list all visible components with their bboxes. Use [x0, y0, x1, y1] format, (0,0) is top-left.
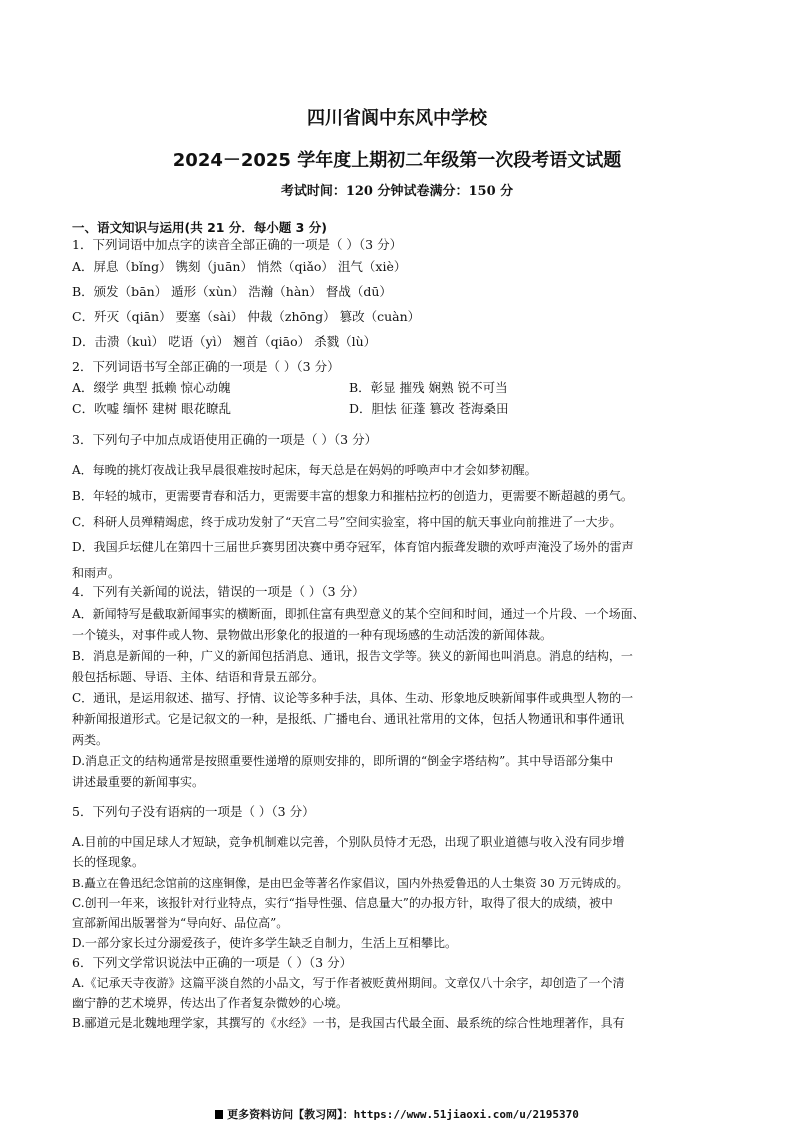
q6-stem: 6．下列文学常识说法中正确的一项是（ ）（3 分） — [72, 955, 353, 970]
q3-option-b: B．年轻的城市，更需要青春和活力，更需要丰富的想象力和摧枯拉朽的创造力，更需要不断超越的勇气。 — [72, 489, 633, 503]
section-title: 一、语文知识与运用(共 21 分．每小题 3 分) — [72, 220, 327, 235]
q5-option-b: B.矗立在鲁迅纪念馆前的这座铜像，是由巴金等著名作家倡议，国内外热爱鲁迅的人士集资 30 万元铸成的。 — [72, 876, 629, 890]
q4-option-b-line1: B．消息是新闻的一种，广义的新闻包括消息、通讯，报告文学等。狭义的新闻也叫消息。消息的结构，一 — [72, 649, 633, 663]
q5-stem: 5．下列句子没有语病的一项是（ ）（3 分） — [72, 804, 315, 819]
q1-option-c: C．歼灭（qiān） 要塞（sài） 仲裁（zhōng） 篡改（cuàn） — [72, 309, 421, 324]
q6-option-a-line2: 幽宁静的艺术境界，传达出了作者复杂微妙的心境。 — [72, 996, 349, 1010]
q4-option-a-line1: A．新闻特写是截取新闻事实的横断面，即抓住富有典型意义的某个空间和时间，通过一个片段、一个场面、 — [72, 607, 645, 621]
q4-stem: 4．下列有关新闻的说法，错误的一项是（ ）（3 分） — [72, 584, 365, 599]
q5-option-a-line1: A.目前的中国足球人才短缺，竞争机制难以完善，个别队员恃才无恐，出现了职业道德与收入没有同步增 — [72, 835, 625, 849]
q4-option-d-line2: 讲述最重要的新闻事实。 — [72, 775, 205, 789]
q4-option-d-line1: D.消息正文的结构通常是按照重要性递增的原则安排的，即所谓的“倒金字塔结构”。其中导语部分集中 — [72, 754, 614, 768]
q5-option-c-line1: C.创刊一年来，该报针对行业特点，实行“指导性强、信息量大”的办报方针，取得了很大的成绩，被中 — [72, 896, 613, 910]
q1-stem: 1．下列词语中加点字的读音全部正确的一项是（ ）（3 分） — [72, 237, 403, 252]
q4-option-a-line2: 一个镜头，对事件或人物、景物做出形象化的报道的一种有现场感的生动活泼的新闻体裁。 — [72, 628, 553, 642]
q1-option-a: A．屏息（bǐng） 镌刻（juān） 悄然（qiǎo） 沮气（xiè） — [72, 259, 407, 274]
q2-option-d: D．胆怯 征蓬 篡改 苍海桑田 — [349, 401, 509, 416]
exam-title: 2024－2025 学年度上期初二年级第一次段考语文试题 — [172, 150, 622, 171]
q5-option-d: D.一部分家长过分溺爱孩子，使许多学生缺乏自制力，生活上互相攀比。 — [72, 936, 458, 950]
exam-info: 考试时间：120 分钟试卷满分：150 分 — [280, 184, 514, 199]
footer-text: 更多资料访问【教习网】：https://www.51jiaoxi.com/u/2195370 — [227, 1108, 579, 1121]
q2-option-b: B．彰显 摧残 娴熟 锐不可当 — [349, 380, 508, 395]
q3-option-d-line1: D．我国乒坛健儿在第四十三届世乒赛男团决赛中勇夺冠军，体育馆内振聋发聩的欢呼声淹没了场外的雷声 — [72, 540, 634, 554]
q5-option-a-line2: 长的怪现象。 — [72, 855, 145, 869]
q4-option-c-line1: C．通讯，是运用叙述、描写、抒情、议论等多种手法，具体、生动、形象地反映新闻事件或典型人物的一 — [72, 691, 634, 705]
q5-option-c-line2: 宣部新闻出版署誉为“导向好、品位高”。 — [72, 916, 289, 930]
q6-option-a-line1: A.《记承天寺夜游》这篇平淡自然的小品文，写于作者被贬黄州期间。文章仅八十余字，却创造了一个清 — [72, 976, 625, 990]
q3-option-a: A．每晚的挑灯夜战让我早晨很难按时起床，每天总是在妈妈的呼唤声中才会如梦初醒。 — [72, 463, 537, 477]
q4-option-b-line2: 般包括标题、导语、主体、结语和背景五部分。 — [72, 670, 325, 684]
q2-stem: 2．下列词语书写全部正确的一项是（ ）（3 分） — [72, 359, 340, 374]
q4-option-c-line3: 两类。 — [72, 733, 109, 747]
q1-option-d: D．击溃（kuì） 呓语（yì） 翘首（qiāo） 杀戮（lù） — [72, 334, 377, 349]
flag-icon — [215, 1110, 223, 1119]
q6-option-b-line1: B.郦道元是北魏地理学家，其撰写的《水经》一书，是我国古代最全面、最系统的综合性地理著作，具有 — [72, 1016, 625, 1030]
school-name: 四川省阆中东风中学校 — [307, 108, 487, 129]
q2-option-c: C．吹嘘 缅怀 建树 眼花瞭乱 — [72, 401, 231, 416]
q3-option-d-line2: 和雨声。 — [72, 566, 121, 580]
q2-option-a: A．缀学 典型 抵赖 惊心动魄 — [72, 380, 231, 395]
q3-stem: 3．下列句子中加点成语使用正确的一项是（ ）（3 分） — [72, 432, 378, 447]
q4-option-c-line2: 种新闻报道形式。它是记叙文的一种，是报纸、广播电台、通讯社常用的文体，包括人物通讯和事件通讯 — [72, 712, 625, 726]
q1-option-b: B．颁发（bān） 遁形（xùn） 浩瀚（hàn） 督战（dū） — [72, 284, 392, 299]
q3-option-c: C．科研人员殚精竭虑，终于成功发射了“天宫二号”空间实验室，将中国的航天事业向前推进了一大步。 — [72, 515, 622, 529]
footer-link[interactable] — [0, 1106, 794, 1122]
